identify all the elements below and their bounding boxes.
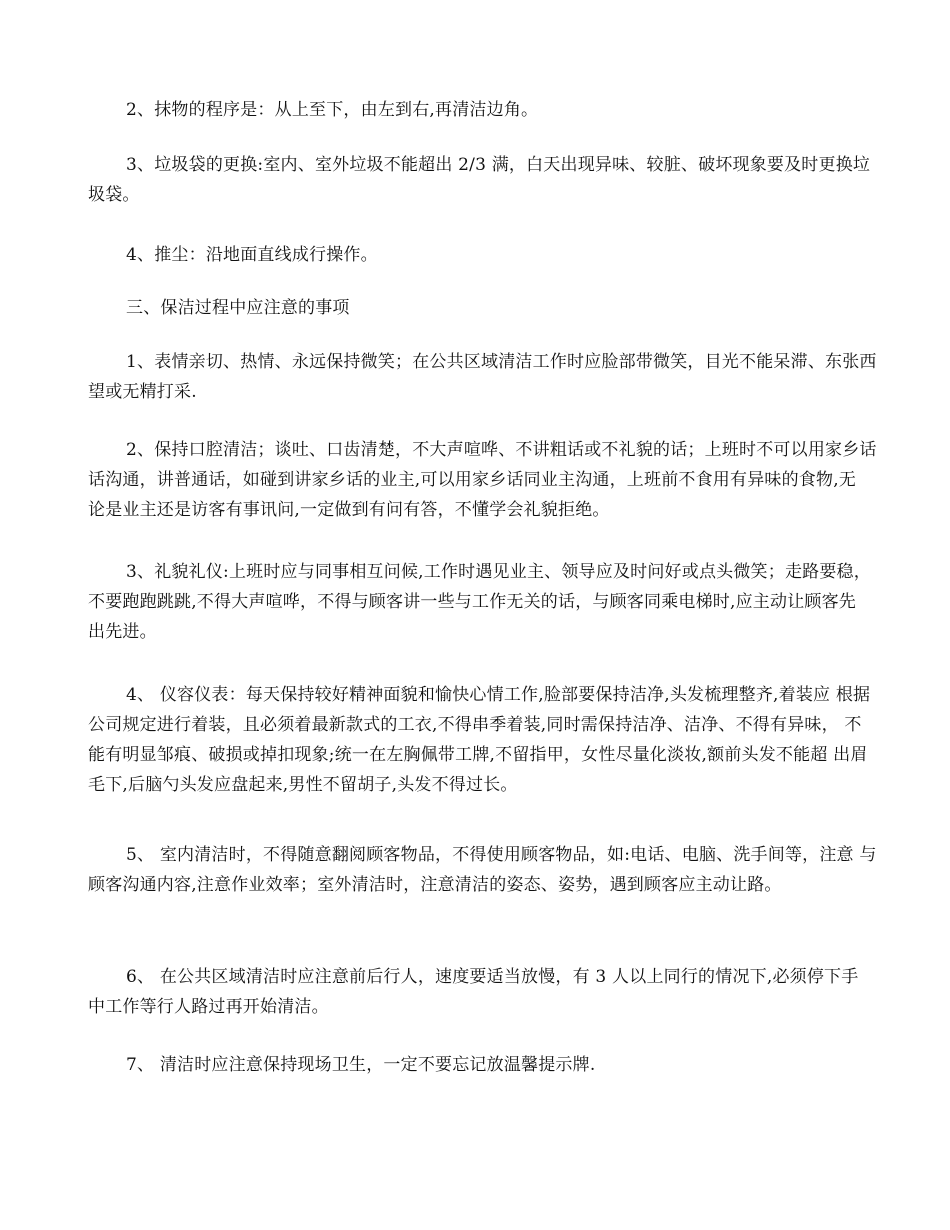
- paragraph-etiquette: 3、礼貌礼仪:上班时应与同事相互问候,工作时遇见业主、领导应及时问好或点头微笑；走路要稳， 不要跑跑跳跳,不得大声喧哗，不得与顾客讲一些与工作无关的话，与顾客同乘电梯时,应主动让顾客先 出先进。: [88, 562, 871, 642]
- paragraph-garbage-bag: 3、垃圾袋的更换:室内、室外垃圾不能超出 2/3 满，白天出现异味、较脏、破坏现象要及时更换垃 圾袋。: [88, 155, 871, 205]
- paragraph-appearance: 4、 仪容仪表：每天保持较好精神面貌和愉快心情工作,脸部要保持洁净,头发梳理整齐,着装应 根据公司规定进行着装，且必须着最新款式的工衣,不得串季着装,同时需保持洁净、洁净、不得有异味， 不能有明显邹痕、破损或掉扣现象;统一在左胸佩带工牌,不留指甲，女性尽量化淡妆,额前头发不能超 出眉毛下,后脑勺头发应盘起来,男性不留胡子,头发不得过长。: [88, 685, 871, 795]
- paragraph-site-hygiene: 7、 清洁时应注意保持现场卫生，一定不要忘记放温馨提示牌.: [126, 1055, 596, 1075]
- paragraph-expression: 1、表情亲切、热情、永远保持微笑；在公共区域清洁工作时应脸部带微笑，目光不能呆滞、东张西 望或无精打采.: [88, 352, 877, 402]
- paragraph-public-area: 6、 在公共区域清洁时应注意前后行人，速度要适当放慢，有 3 人以上同行的情况下,必须停下手 中工作等行人路过再开始清洁。: [88, 967, 859, 1017]
- paragraph-wipe-order: 2、抹物的程序是：从上至下，由左到右,再清洁边角。: [126, 100, 539, 120]
- section-heading-notes: 三、保洁过程中应注意的事项: [126, 298, 350, 318]
- paragraph-oral-hygiene: 2、保持口腔清洁；谈吐、口齿清楚，不大声喧哗、不讲粗话或不礼貌的话；上班时不可以用家乡话 话沟通，讲普通话，如碰到讲家乡话的业主,可以用家乡话同业主沟通，上班前不食用有异味的食物,无 论是业主还是访客有事讯问,一定做到有问有答，不懂学会礼貌拒绝。: [88, 440, 877, 520]
- paragraph-dust-push: 4、推尘：沿地面直线成行操作。: [126, 245, 378, 265]
- paragraph-indoor-cleaning: 5、 室内清洁时，不得随意翻阅顾客物品，不得使用顾客物品，如:电话、电脑、洗手间等，注意 与顾客沟通内容,注意作业效率；室外清洁时，注意清洁的姿态、姿势，遇到顾客应主动让路。: [88, 845, 877, 895]
